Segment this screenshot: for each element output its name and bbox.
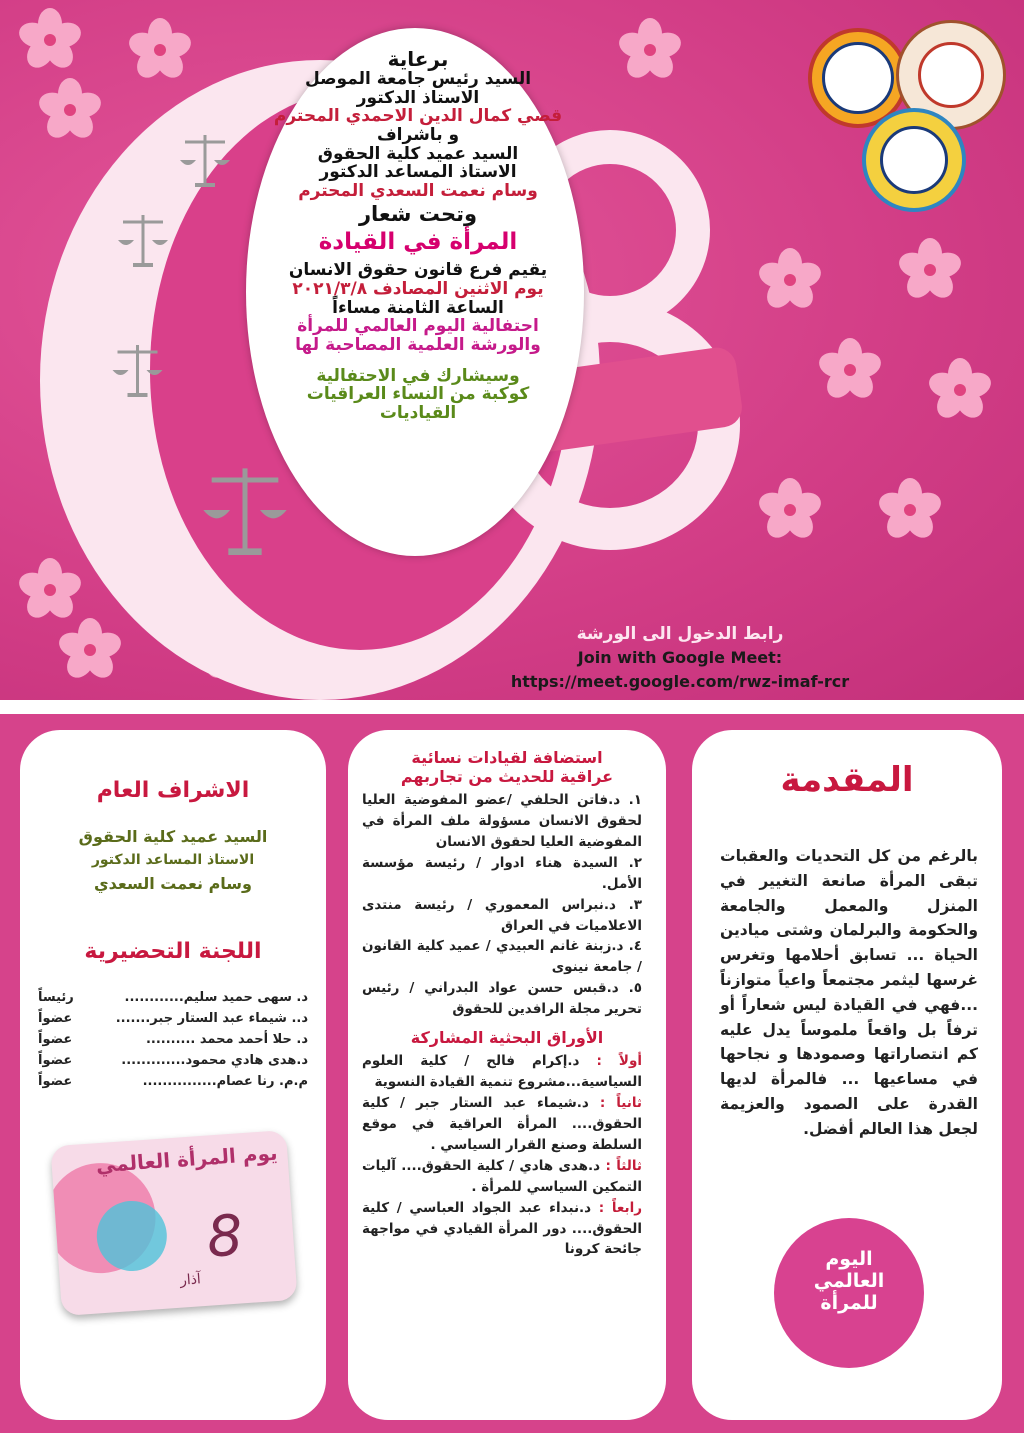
scales-icon [180,130,230,194]
guest-item: ٤. د.زبنة غانم العبيدي / عميد كلية القانون / جامعة نينوى [362,938,642,976]
member-name: د. سهى حميد سليم............ [124,990,308,1005]
faculty-logo [862,108,966,212]
guests-list [362,790,642,1020]
brochure-panels [0,714,1024,1433]
supervision-line: و باشراف [376,125,460,146]
assistant-professor-title: الاستاذ المساعد الدكتور [319,162,517,183]
committee-title: اللجنة التحضيرية [84,939,262,964]
badge-line1: اليوم [825,1248,873,1270]
paper-ordinal: رابعاً : [598,1199,642,1216]
member-name: د. حلا أحمد محمد .......... [145,1032,308,1047]
paper-item [362,1198,642,1261]
supervisor-name: وسام نعمت السعدي [94,874,252,893]
scales-icon [195,460,295,564]
paper-ordinal: ثالثاً : [605,1157,643,1174]
paper-ordinal: أولاً : [596,1053,643,1070]
scales-icon [110,340,165,404]
participants-line2: كوكبة من النساء العراقيات [306,384,530,405]
paper-text: د.نبداء عبد الجواد العباسي / كلية الحقوق.... دور المرأة القيادي في مواجهة جائحة كرونا [362,1199,642,1258]
president-title: السيد رئيس جامعة الموصل [304,69,532,89]
flower-decoration [20,10,80,70]
flower-decoration [620,20,680,80]
participants-line3: القياديات [379,403,457,424]
flower-decoration [930,360,990,420]
badge-line3: للمرأة [820,1292,878,1314]
meet-url-link[interactable]: https://meet.google.com/rwz-imaf-rcr [510,672,850,691]
flower-decoration [130,20,190,80]
flower-decoration [820,340,880,400]
supervision-title: الاشراف العام [96,778,250,803]
paper-text: د.إكرام فالح / كلية العلوم السياسية...مشروع تنمية القيادة النسوية [362,1053,642,1091]
google-meet-label: Join with Google Meet: [577,648,783,667]
poster-header [0,0,1024,700]
guests-title-line2: عراقية للحديث من تجاربهم [400,767,614,786]
guest-item: ٥. د.قبس حسن عواد البدراني / رئيس تحرير مجلة الرافدين للحقوق [362,980,642,1018]
member-name: م.م. رنا عصام............... [142,1074,308,1089]
supervision-panel [20,730,326,1420]
card-number: 8 [204,1203,245,1271]
member-role: عضواً [38,1053,73,1068]
introduction-panel [692,730,1002,1420]
committee-member-row [38,1011,308,1026]
committee-member-row [38,1032,308,1047]
introduction-body: بالرغم من كل التحديات والعقبات تبقى المرأة صانعة التغيير في المنزل والمعمل والجامعة والحكومة والبرلمان وشتى ميادين الحياة ... تسابق أحلامها وتغرس غرسها ليثمر مجتمعاً واعياً متوازناً ...فهي في القيادة ليس شعاراً أو ترفاً بل واقعاً ملموساً يدل عليه كم انتصاراتها وصمودها و نجاحها في مساعيها ... فالمرأة لديها القدرة على الصمود والعزيمة لجعل هذا العالم أفضل. [720,847,978,1138]
member-role: عضواً [38,1032,73,1047]
committee-members [38,990,308,1089]
member-name: د.هدى هادي محمود............. [121,1053,308,1068]
scales-icon [118,210,168,274]
flower-decoration [760,250,820,310]
member-role: عضواً [38,1011,73,1026]
flower-decoration [870,470,950,550]
introduction-title: المقدمة [780,760,914,800]
event-time: الساعة الثامنة مساءاً [332,297,504,318]
committee-member-row [38,990,308,1005]
president-name: قصي كمال الدين الاحمدي المحترم [273,106,563,127]
papers-list [362,1051,642,1260]
flower-decoration [20,560,80,620]
slogan-intro: وتحت شعار [358,201,478,226]
card-title: يوم المرأة العالمي [95,1140,279,1178]
card-month: آذار [179,1271,202,1289]
section-divider [0,700,1024,714]
slogan: المرأة في القيادة [318,228,518,255]
guest-item: ٢. السيدة هناء ادوار / رئيسة مؤسسة الأمل. [362,854,642,892]
paper-item [362,1093,642,1156]
paper-item [362,1051,642,1093]
flower-decoration [760,480,820,540]
paper-text: د.شيماء عبد الستار جبر / كلية الحقوق.... المرأة العراقية في موقع السلطة وصنع القرار السياسي . [362,1094,642,1153]
supervisor-rank: الاستاذ المساعد الدكتور [91,852,255,868]
member-name: د.. شيماء عبد الستار جبر....... [115,1011,308,1026]
paper-ordinal: ثانياً : [599,1094,642,1111]
flower-decoration [40,80,100,140]
flower-decoration [900,240,960,300]
guest-item: ١. د.فاتن الحلفي /عضو المفوضية العليا لحقوق الانسان مسؤولة ملف المرأة في المفوضية العليا لحقوق الانسان [362,792,642,850]
committee-member-row [38,1053,308,1068]
committee-member-row [38,1074,308,1089]
event-date: يوم الاثنين المصادف ٢٠٢١/٣/٨ [292,278,544,299]
participants-line1: وسيشارك في الاحتفالية [316,365,520,386]
dean-title: السيد عميد كلية الحقوق [317,143,519,164]
womens-day-badge [774,1218,924,1368]
womens-day-card [50,1130,297,1316]
supervisor-title: السيد عميد كلية الحقوق [78,827,268,846]
badge-line2: العالمي [813,1270,885,1292]
event-title: احتفالية اليوم العالمي للمرأة [297,316,539,337]
announcement-text [268,48,568,423]
guests-title-line1: استضافة لقيادات نسائية [411,748,603,767]
flower-decoration [60,620,120,680]
guest-item: ٣. د.نبراس المعموري / رئيسة منتدى الاعلاميات في العراق [362,896,642,934]
papers-title: الأوراق البحثية المشاركة [410,1028,604,1048]
organizer-line: يقيم فرع قانون حقوق الانسان [288,260,548,281]
member-role: عضواً [38,1074,73,1089]
event-subtitle: والورشة العلمية المصاحبة لها [295,334,541,355]
professor-title: الاستاذ الدكتور [356,87,480,108]
sponsorship-line: برعاية [387,47,449,71]
paper-item [362,1156,642,1198]
dean-name: وسام نعمت السعدي المحترم [298,181,538,202]
member-role: رئيساً [38,990,74,1005]
workshop-link-label: رابط الدخول الى الورشة [576,624,784,644]
guests-panel [348,730,666,1420]
paper-text: د.هدى هادي / كلية الحقوق.... آليات التمكين السياسي للمرأة . [362,1157,642,1195]
